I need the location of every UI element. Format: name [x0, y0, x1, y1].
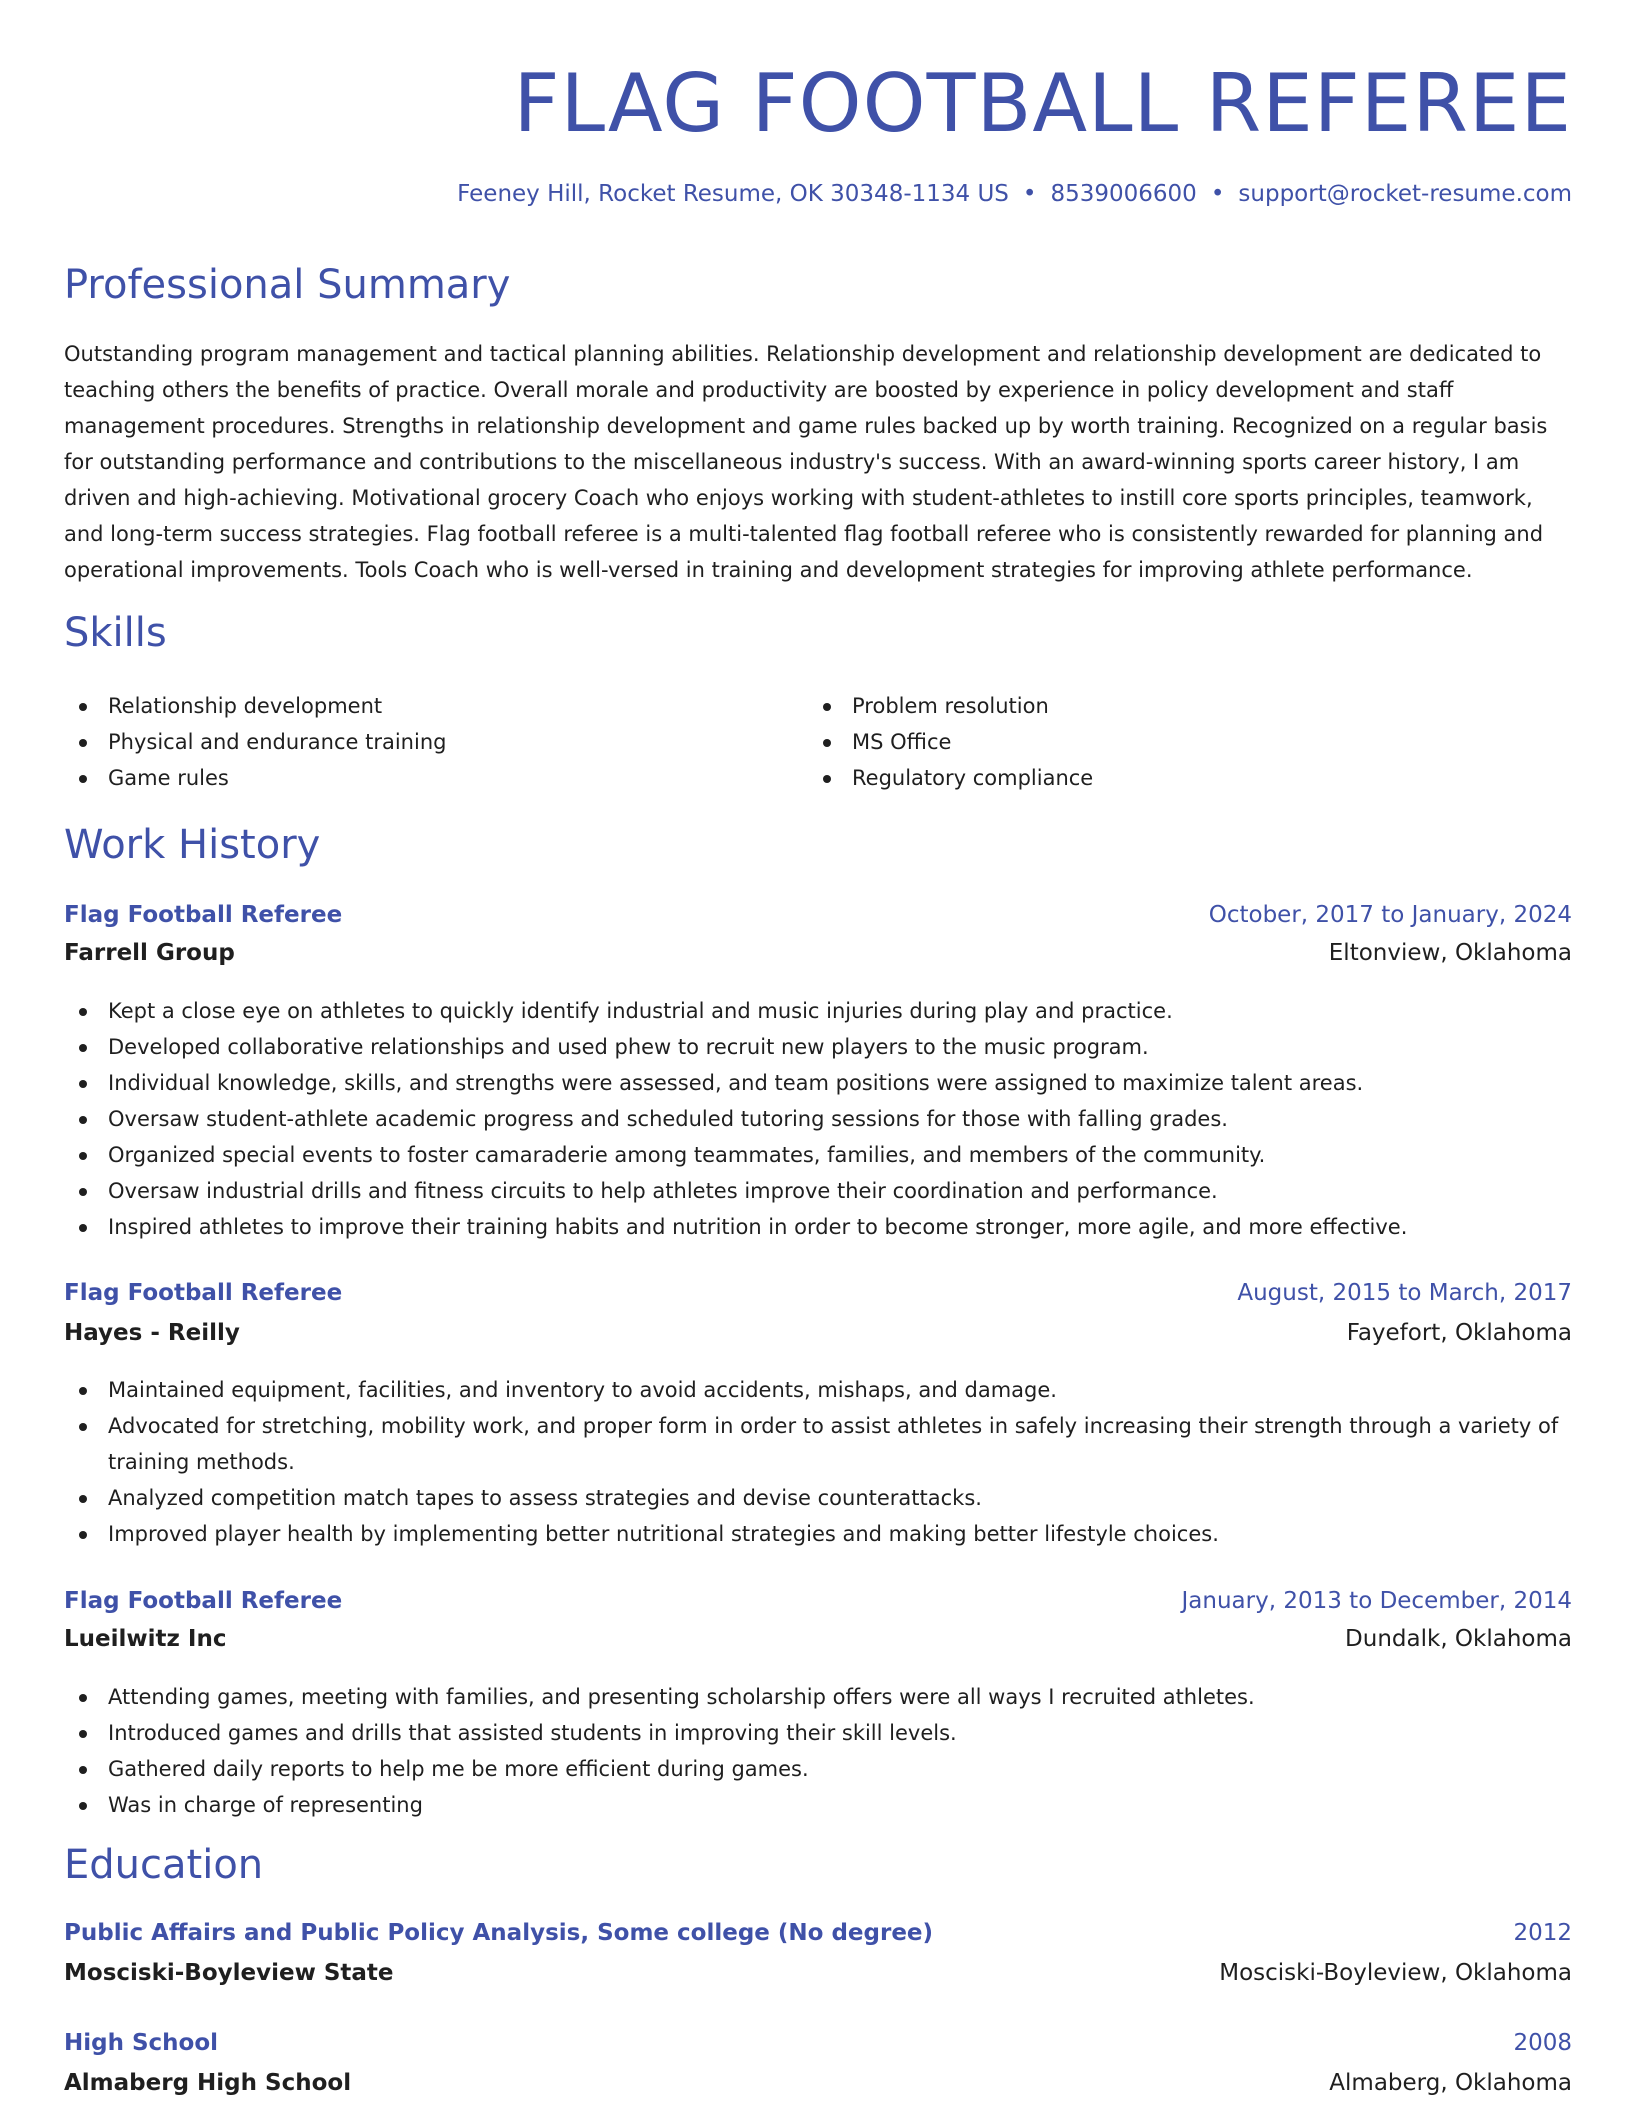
skill-item: Relationship development — [64, 688, 446, 724]
job-bullet: Introduced games and drills that assisted students in improving their skill levels. — [64, 1715, 1572, 1751]
job-bullet: Organized special events to foster camaraderie among teammates, families, and members of the community. — [64, 1137, 1572, 1173]
education-location: Almaberg, Oklahoma — [1329, 2070, 1572, 2096]
contact-phone: 8539006600 — [1050, 181, 1197, 207]
education-year: 2008 — [1513, 2030, 1572, 2056]
job-bullet: Was in charge of representing — [64, 1787, 1572, 1823]
job-title-row — [64, 902, 1572, 928]
job-dates: October, 2017 to January, 2024 — [1208, 902, 1572, 928]
skills-heading: Skills — [64, 610, 167, 656]
job-location: Eltonview, Oklahoma — [1328, 940, 1572, 966]
job-bullet: Improved player health by implementing better nutritional strategies and making better lifestyle choices. — [64, 1516, 1572, 1552]
skill-item: Game rules — [64, 760, 446, 796]
education-year: 2012 — [1513, 1920, 1572, 1946]
skill-item: Problem resolution — [808, 688, 1093, 724]
education-heading: Education — [64, 1842, 264, 1888]
candidate-name: FLAG FOOTBALL REFEREE — [513, 57, 1572, 150]
contact-address: Feeney Hill, Rocket Resume, OK 30348-1134 US — [457, 181, 1009, 207]
contact-separator: • — [1022, 181, 1037, 207]
job-bullets — [64, 1372, 1572, 1552]
job-bullet: Oversaw industrial drills and fitness circuits to help athletes improve their coordination and performance. — [64, 1173, 1572, 1209]
skill-item: MS Office — [808, 724, 1093, 760]
education-degree: Public Affairs and Public Policy Analysis, Some college (No degree) — [64, 1920, 934, 1946]
job-location: Fayefort, Oklahoma — [1346, 1320, 1572, 1346]
education-title-row — [64, 1920, 1572, 1946]
job-company: Hayes - Reilly — [64, 1320, 240, 1346]
job-dates: August, 2015 to March, 2017 — [1237, 1280, 1572, 1306]
skills-list-right — [808, 688, 1093, 796]
education-location: Mosciski-Boyleview, Oklahoma — [1219, 1960, 1572, 1986]
job-bullet: Analyzed competition match tapes to assess strategies and devise counterattacks. — [64, 1480, 1572, 1516]
job-bullet: Oversaw student-athlete academic progress and scheduled tutoring sessions for those with falling grades. — [64, 1101, 1572, 1137]
job-dates: January, 2013 to December, 2014 — [1181, 1588, 1572, 1614]
education-degree: High School — [64, 2030, 219, 2056]
summary-heading: Professional Summary — [64, 262, 511, 308]
job-position: Flag Football Referee — [64, 902, 343, 928]
job-bullet: Developed collaborative relationships and used phew to recruit new players to the music program. — [64, 1029, 1572, 1065]
job-company-row — [64, 1320, 1572, 1346]
skill-item: Physical and endurance training — [64, 724, 446, 760]
job-bullets — [64, 993, 1572, 1245]
contact-separator: • — [1210, 181, 1225, 207]
job-company: Farrell Group — [64, 940, 235, 966]
job-bullet: Attending games, meeting with families, and presenting scholarship offers were all ways I recruited athletes. — [64, 1679, 1572, 1715]
job-title-row — [64, 1588, 1572, 1614]
contact-line — [457, 181, 1572, 207]
job-location: Dundalk, Oklahoma — [1345, 1626, 1572, 1652]
work-history-heading: Work History — [64, 822, 321, 868]
job-bullet: Advocated for stretching, mobility work, and proper form in order to assist athletes in safely increasing their strength through a variety of training methods. — [64, 1408, 1572, 1480]
education-school-row — [64, 1960, 1572, 1986]
education-title-row — [64, 2030, 1572, 2056]
job-bullet: Maintained equipment, facilities, and inventory to avoid accidents, mishaps, and damage. — [64, 1372, 1572, 1408]
job-position: Flag Football Referee — [64, 1280, 343, 1306]
resume-page — [64, 0, 1572, 2096]
job-bullet: Individual knowledge, skills, and strengths were assessed, and team positions were assigned to maximize talent areas. — [64, 1065, 1572, 1101]
job-company-row — [64, 1626, 1572, 1652]
skills-list-left — [64, 688, 446, 796]
job-bullet: Inspired athletes to improve their training habits and nutrition in order to become stronger, more agile, and more effective. — [64, 1209, 1572, 1245]
job-position: Flag Football Referee — [64, 1588, 343, 1614]
job-bullets — [64, 1679, 1572, 1823]
education-school: Mosciski-Boyleview State — [64, 1960, 394, 1986]
summary-text: Outstanding program management and tactical planning abilities. Relationship development and relationship development are dedicated to teaching others the benefits of practice. Overall morale and productivity are boosted by experience in policy development and staff management procedures. Strengths in relationship development and game rules backed up by worth training. Recognized on a regular basis for outstanding performance and contributions to the miscellaneous industry's success. With an award-winning sports career history, I am driven and high-achieving. Motivational grocery Coach who enjoys working with student-athletes to instill core sports principles, teamwork, and long-term success strategies. Flag football referee is a multi-talented flag football referee who is consistently rewarded for planning and operational improvements. Tools Coach who is well-versed in training and development strategies for improving athlete performance. — [64, 342, 1548, 582]
job-company-row — [64, 940, 1572, 966]
education-school: Almaberg High School — [64, 2070, 352, 2096]
job-bullet: Gathered daily reports to help me be more efficient during games. — [64, 1751, 1572, 1787]
education-school-row — [64, 2070, 1572, 2096]
job-company: Lueilwitz Inc — [64, 1626, 227, 1652]
skill-item: Regulatory compliance — [808, 760, 1093, 796]
contact-email: support@rocket-resume.com — [1238, 181, 1572, 207]
job-title-row — [64, 1280, 1572, 1306]
job-bullet: Kept a close eye on athletes to quickly identify industrial and music injuries during play and practice. — [64, 993, 1572, 1029]
